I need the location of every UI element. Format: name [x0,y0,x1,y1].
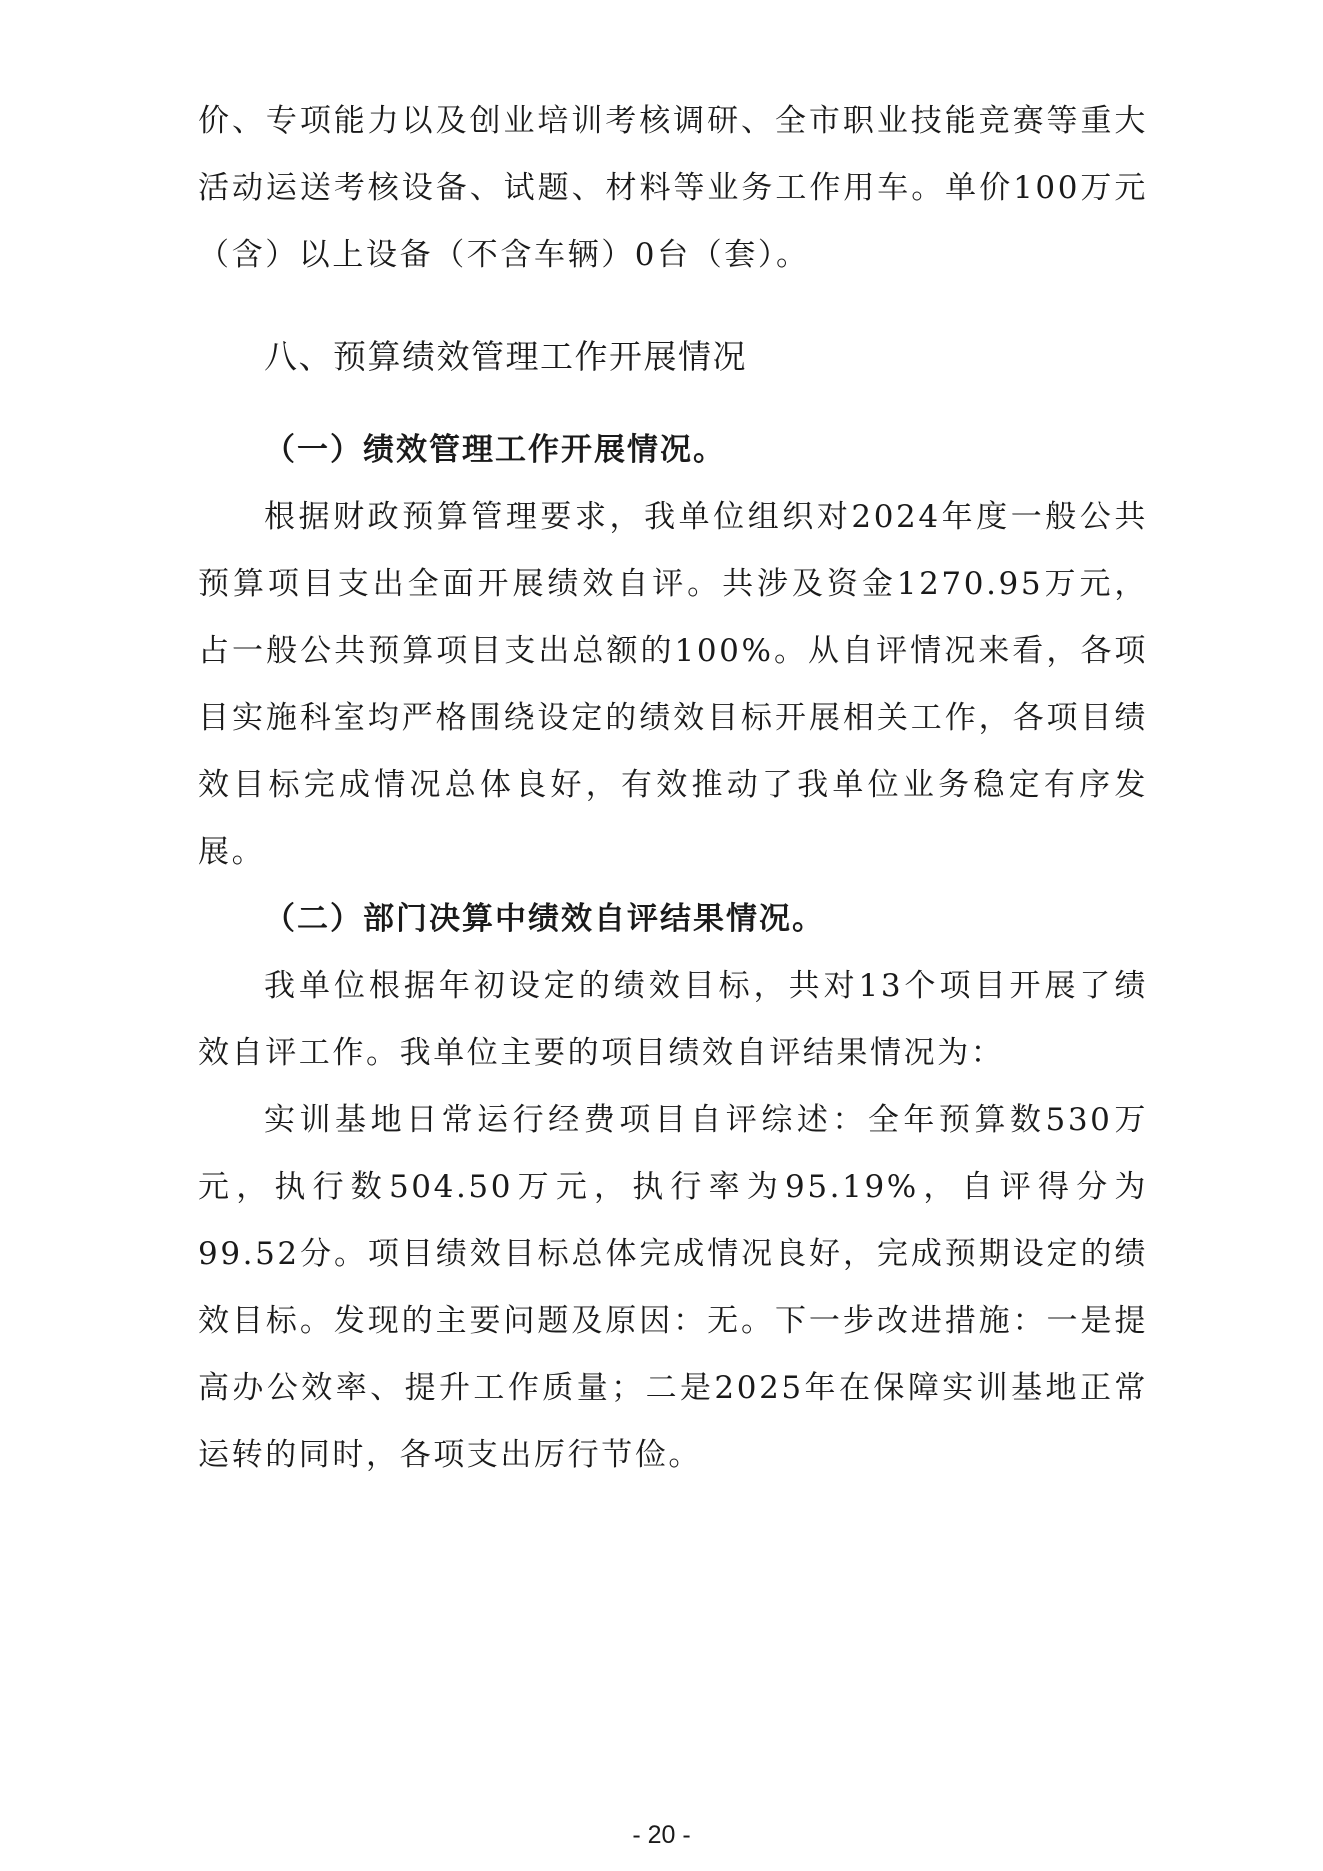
intro-paragraph: 价、专项能力以及创业培训考核调研、全市职业技能竞赛等重大活动运送考核设备、试题、材料等业务工作用车。单价100万元（含）以上设备（不含车辆）0台（套）。 [198,103,1148,273]
subsection-1-paragraph: 根据财政预算管理要求，我单位组织对2024年度一般公共预算项目支出全面开展绩效自评。共涉及资金1270.95万元，占一般公共预算项目支出总额的100%。从自评情况来看，各项目实施科室均严格围绕设定的绩效目标开展相关工作，各项目绩效目标完成情况总体良好，有效推动了我单位业务稳定有序发展。 [198,499,1148,870]
subsection-2-title: （二）部门决算中绩效自评结果情况。 [264,901,825,937]
section-title: 八、预算绩效管理工作开展情况 [264,337,747,376]
subsection-2-paragraph-1: 我单位根据年初设定的绩效目标，共对13个项目开展了绩效自评工作。我单位主要的项目绩效自评结果情况为： [198,968,1148,1071]
document-body [198,88,1148,1489]
subsection-1-title: （一）绩效管理工作开展情况。 [264,432,726,468]
page-number: - 20 - [632,1821,691,1849]
subsection-2-paragraph-2: 实训基地日常运行经费项目自评综述：全年预算数530万元，执行数504.50万元，执行率为95.19%，自评得分为99.52分。项目绩效目标总体完成情况良好，完成预期设定的绩效目标。发现的主要问题及原因：无。下一步改进措施：一是提高办公效率、提升工作质量；二是2025年在保障实训基地正常运转的同时，各项支出厉行节俭。 [198,1102,1148,1473]
